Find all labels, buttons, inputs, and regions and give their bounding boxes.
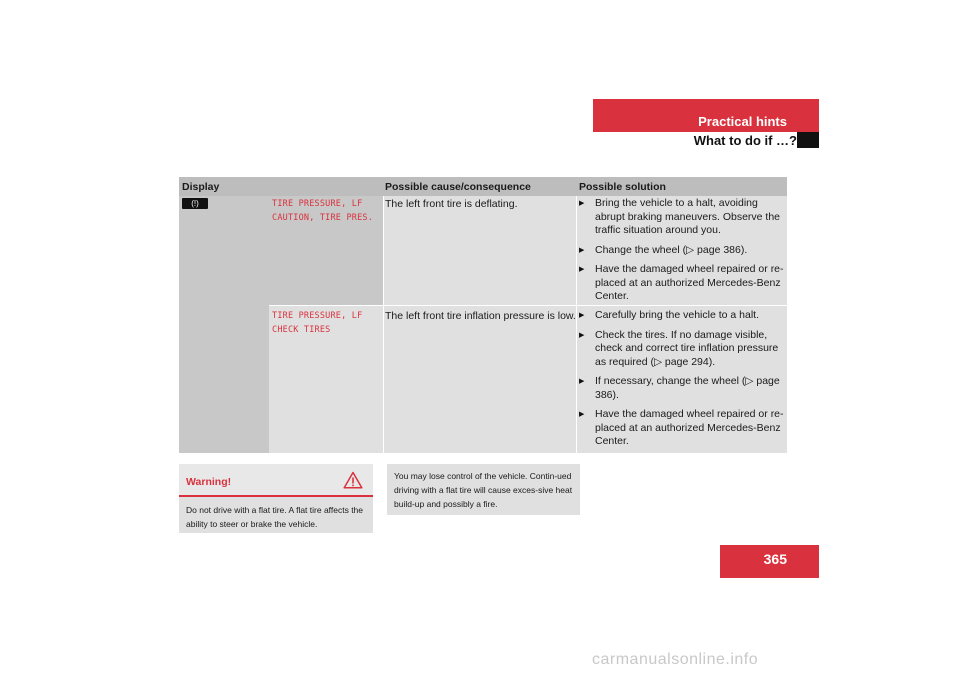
section-header-bar [593,99,819,132]
warning-continuation-box [387,464,580,515]
cause-text: The left front tire inflation pressure is low. [385,310,576,322]
solution-list [577,309,787,455]
column-divider [383,196,384,453]
solution-list [577,197,787,310]
table-header [179,177,787,196]
list-item: ▶ Have the damaged wheel repaired or re-placed at an authorized Mercedes-Benz Center. [577,408,787,449]
list-item: ▶ Change the wheel (▷ page 386). [577,244,787,258]
display-message: TIRE PRESSURE, LF CHECK TIRES [272,311,363,335]
list-item: ▶ Bring the vehicle to a halt, avoiding abrupt braking maneuvers. Observe the traffic situation around you. [577,197,787,238]
warning-header [179,464,373,497]
list-item: ▶ If necessary, change the wheel (▷ page 386). [577,375,787,402]
section-title: Practical hints [698,114,787,129]
display-message: TIRE PRESSURE, LF CAUTION, TIRE PRES. [272,199,374,223]
list-item: ▶ Carefully bring the vehicle to a halt. [577,309,787,323]
subsection-title: What to do if …? [693,133,797,148]
list-item: ▶ Have the damaged wheel repaired or re-placed at an authorized Mercedes-Benz Center. [577,263,787,304]
tire-pressure-warning-icon: (!) [182,198,208,209]
display-messages-table [179,177,787,453]
column-header-cause: Possible cause/consequence [385,181,531,193]
column-header-display: Display [182,181,220,193]
cause-text: The left front tire is deflating. [385,198,518,210]
column-header-solution: Possible solution [579,181,666,193]
warning-text: Do not drive with a flat tire. A flat tire affects the ability to steer or brake the vehicle. [186,505,364,529]
list-item: ▶ Check the tires. If no damage visible, check and correct tire inflation pressure as required (▷ page 294). [577,329,787,370]
subsection-marker [797,132,819,148]
warning-box [179,464,373,533]
watermark: carmanualsonline.info [592,651,759,668]
warning-continuation-text: You may lose control of the vehicle. Contin-ued driving with a flat tire will cause exces-sive heat build-up and possibly a fire. [394,471,573,509]
page-number: 365 [720,545,819,578]
warning-triangle-icon [343,471,363,489]
warning-title: Warning! [186,476,232,488]
